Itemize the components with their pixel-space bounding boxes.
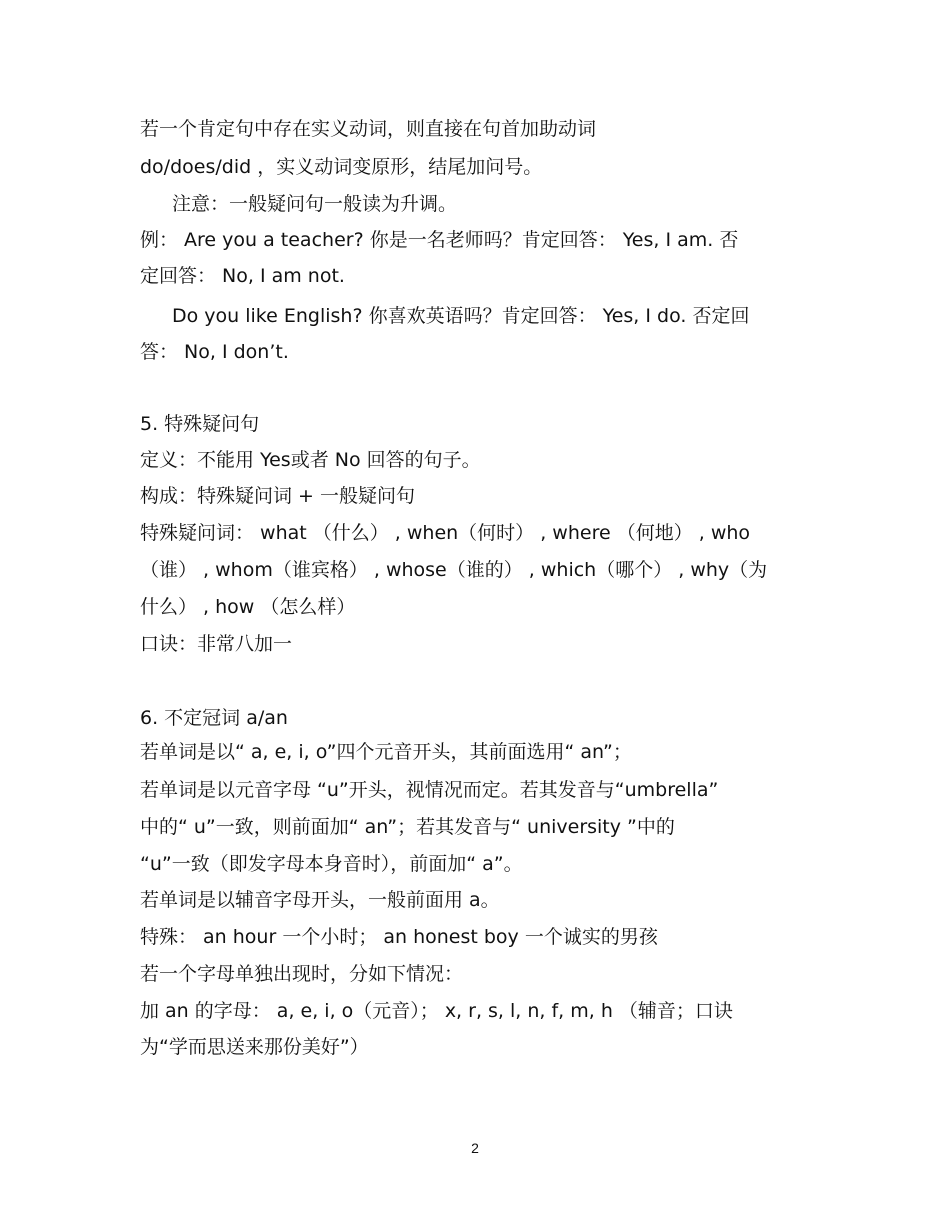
example-line: 定回答： No, I am not. <box>140 265 345 287</box>
paragraph-line: 定义：不能用 Yes或者 No 回答的句子。 <box>140 449 481 471</box>
paragraph-line: 加 an 的字母： a, e, i, o（元音）； x, r, s, l, n, f, m, h （辅音；口诀 <box>140 1000 733 1022</box>
note-line: 注意：一般疑问句一般读为升调。 <box>172 193 458 215</box>
page-number: 2 <box>471 1140 479 1156</box>
example-line: 答： No, I don’t. <box>140 341 289 363</box>
paragraph-line: 若一个肯定句中存在实义动词，则直接在句首加助动词 <box>140 118 597 140</box>
example-line: Do you like English? 你喜欢英语吗？肯定回答： Yes, I do. 否定回 <box>172 305 750 327</box>
section-heading: 6. 不定冠词 a/an <box>140 707 288 729</box>
paragraph-line: do/does/did ，实义动词变原形，结尾加问号。 <box>140 156 543 178</box>
paragraph-line: 什么） , how （怎么样） <box>140 596 356 618</box>
paragraph-line: 若单词是以元音字母 “u”开头，视情况而定。若其发音与“umbrella” <box>140 779 719 801</box>
paragraph-line: 若单词是以“ a, e, i, o”四个元音开头，其前面选用“ an”； <box>140 741 632 763</box>
paragraph-line: 中的“ u”一致，则前面加“ an”；若其发音与“ university ”中的 <box>140 816 675 838</box>
paragraph-line: 特殊疑问词： what （什么） , when（何时） , where （何地） , who <box>140 522 751 544</box>
paragraph-line: 特殊： an hour 一个小时； an honest boy 一个诚实的男孩 <box>140 926 658 948</box>
paragraph-line: “u”一致（即发字母本身音时），前面加“ a”。 <box>140 853 523 875</box>
paragraph-line: （谁） , whom（谁宾格） , whose（谁的） , which（哪个） , why（为 <box>140 559 768 581</box>
paragraph-line: 若单词是以辅音字母开头，一般前面用 a。 <box>140 889 500 911</box>
section-heading: 5. 特殊疑问句 <box>140 413 260 435</box>
paragraph-line: 若一个字母单独出现时，分如下情况： <box>140 963 464 985</box>
paragraph-line: 构成：特殊疑问词 + 一般疑问句 <box>140 485 415 507</box>
paragraph-line: 为“学而思送来那份美好”） <box>140 1036 369 1058</box>
paragraph-line: 口诀：非常八加一 <box>140 633 293 655</box>
example-line: 例： Are you a teacher? 你是一名老师吗？肯定回答： Yes, I am. 否 <box>140 229 739 251</box>
